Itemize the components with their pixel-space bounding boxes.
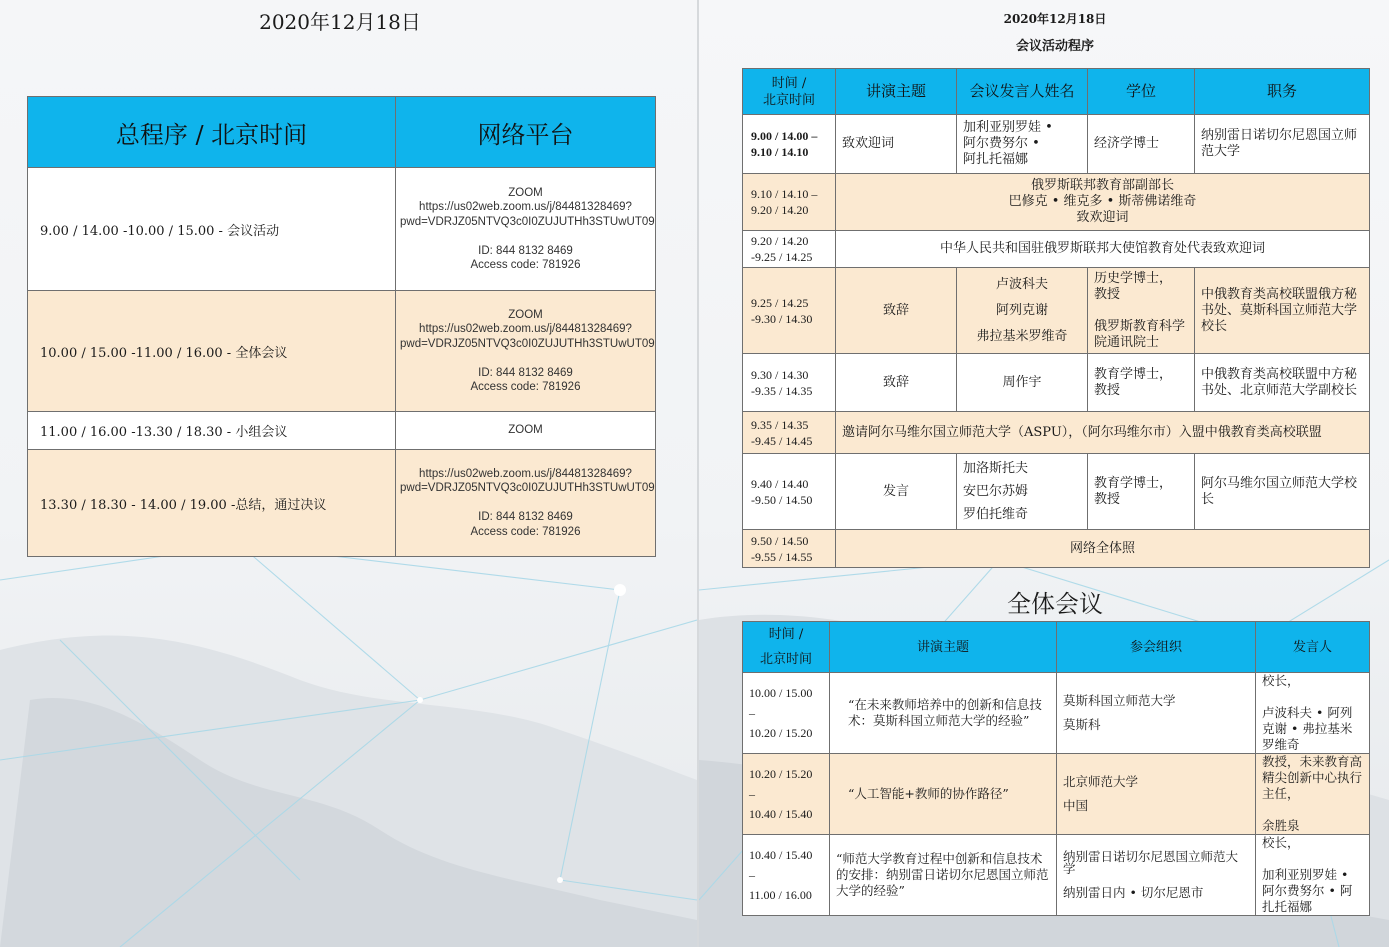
speaker-cell: 周作宇 [957,354,1088,412]
table-row [743,115,1370,174]
position-cell: 中俄教育类高校联盟中方秘书处、北京师范大学副校长 [1195,354,1370,412]
topic-cell: “师范大学教育过程中创新和信息技术的安排：纳别雷日诺切尔尼恩国立师范大学的经验” [830,835,1057,916]
time-cell: 9.30 / 14.30 -9.35 / 14.35 [743,354,836,412]
speaker-cell: 校长， 卢波科夫 • 阿列克谢 • 弗拉基米罗维奇 [1256,673,1370,754]
speaker-cell: 教授，未来教育高精尖创新中心执行主任， 余胜泉 [1256,754,1370,835]
table-row [743,268,1370,354]
table-row [743,354,1370,412]
time-cell: 9.10 / 14.10 – 9.20 / 14.20 [743,174,836,231]
time-cell: 9.25 / 14.25 -9.30 / 14.30 [743,268,836,354]
degree-cell: 历史学博士， 教授 俄罗斯教育科学院通讯院士 [1088,268,1195,354]
table-row [743,231,1370,268]
header-speaker: 会议发言人姓名 [957,69,1088,115]
header-organization: 参会组织 [1057,622,1256,673]
topic-cell: “人工智能+教师的协作路径” [830,754,1057,835]
merged-cell: 网络全体照 [836,530,1370,568]
merged-cell: 邀请阿尔马维尔国立师范大学（ASPU），（阿尔玛维尔市）入盟中俄教育类高校联盟 [836,412,1370,454]
program-cell: 9.00 / 14.00 -10.00 / 15.00 - 会议活动 [28,168,396,291]
plenary-table [742,621,1370,916]
activity-program-table [742,68,1370,568]
merged-cell: 中华人民共和国驻俄罗斯联邦大使馆教育处代表致欢迎词 [836,231,1370,268]
header-degree: 学位 [1088,69,1195,115]
time-cell: 9.40 / 14.40 -9.50 / 14.50 [743,454,836,530]
program-cell: 10.00 / 15.00 -11.00 / 16.00 - 全体会议 [28,291,396,412]
time-cell: 10.40 / 15.40 – 11.00 / 16.00 [743,835,830,916]
table-row [743,754,1370,835]
topic-cell: 致欢迎词 [836,115,957,174]
table-row [28,412,656,450]
header-program: 总程序 / 北京时间 [28,97,396,168]
table-header-row [743,622,1370,673]
topic-cell: 致辞 [836,354,957,412]
time-cell: 9.20 / 14.20 -9.25 / 14.25 [743,231,836,268]
table-header-row [743,69,1370,115]
table-row [28,168,656,291]
header-time: 时间 / 北京时间 [743,622,830,673]
header-topic: 讲演主题 [830,622,1057,673]
table-row [743,530,1370,568]
time-cell: 9.50 / 14.50 -9.55 / 14.55 [743,530,836,568]
program-cell: 11.00 / 16.00 -13.30 / 18.30 - 小组会议 [28,412,396,450]
platform-cell[interactable]: ZOOM https://us02web.zoom.us/j/84481328469?pwd=VDRJZ05NTVQ3c0I0ZUJUTHh3STUwUT09 ID: 844 8132 8469 Access code: 781926 [396,168,656,291]
left-date: 2020年12月18日 [259,10,421,34]
header-topic: 讲演主题 [836,69,957,115]
table-row [743,412,1370,454]
platform-cell[interactable]: https://us02web.zoom.us/j/84481328469?pwd=VDRJZ05NTVQ3c0I0ZUJUTHh3STUwUT09 ID: 844 8132 8469 Access code: 781926 [396,450,656,557]
time-cell: 10.20 / 15.20 – 10.40 / 15.40 [743,754,830,835]
position-cell: 中俄教育类高校联盟俄方秘书处、莫斯科国立师范大学校长 [1195,268,1370,354]
organization-cell: 北京师范大学 中国 [1057,754,1256,835]
merged-cell: 俄罗斯联邦教育部副部长 巴修克 • 维克多 • 斯蒂佛诺维奇 致欢迎词 [836,174,1370,231]
right-date: 2020年12月18日 [1003,12,1107,26]
right-title: 会议活动程序 [1015,39,1094,54]
speaker-cell: 加利亚别罗娃 • 阿尔费努尔 • 阿扎托福娜 [957,115,1088,174]
time-cell: 9.00 / 14.00 – 9.10 / 14.10 [743,115,836,174]
degree-cell: 经济学博士 [1088,115,1195,174]
table-header-row [28,97,656,168]
position-cell: 阿尔马维尔国立师范大学校长 [1195,454,1370,530]
table-row [743,673,1370,754]
header-position: 职务 [1195,69,1370,115]
speaker-cell: 加洛斯托夫 安巴尔苏姆 罗伯托维奇 [957,454,1088,530]
table-row [743,174,1370,231]
topic-cell: 致辞 [836,268,957,354]
speaker-cell: 卢波科夫 阿列克谢 弗拉基米罗维奇 [957,268,1088,354]
plenary-title: 全体会议 [1007,590,1103,618]
topic-cell: “在未来教师培养中的创新和信息技术：莫斯科国立师范大学的经验” [830,673,1057,754]
table-row [743,835,1370,916]
table-row [743,454,1370,530]
platform-cell[interactable]: ZOOM https://us02web.zoom.us/j/84481328469?pwd=VDRJZ05NTVQ3c0I0ZUJUTHh3STUwUT09 ID: 844 8132 8469 Access code: 781926 [396,291,656,412]
general-program-table [27,96,656,557]
platform-cell: ZOOM [396,412,656,450]
program-cell: 13.30 / 18.30 - 14.00 / 19.00 -总结，通过决议 [28,450,396,557]
time-cell: 9.35 / 14.35 -9.45 / 14.45 [743,412,836,454]
degree-cell: 教育学博士， 教授 [1088,454,1195,530]
position-cell: 纳别雷日诺切尔尼恩国立师范大学 [1195,115,1370,174]
right-page [699,0,1389,947]
organization-cell: 莫斯科国立师范大学 莫斯科 [1057,673,1256,754]
speaker-cell: 校长， 加利亚别罗娃 • 阿尔费努尔 • 阿扎托福娜 [1256,835,1370,916]
header-platform: 网络平台 [396,97,656,168]
degree-cell: 教育学博士， 教授 [1088,354,1195,412]
header-speaker: 发言人 [1256,622,1370,673]
table-row [28,450,656,557]
header-time: 时间 / 北京时间 [743,69,836,115]
time-cell: 10.00 / 15.00 – 10.20 / 15.20 [743,673,830,754]
organization-cell: 纳别雷日诺切尔尼恩国立师范大学 纳别雷日内 • 切尔尼恩市 [1057,835,1256,916]
topic-cell: 发言 [836,454,957,530]
table-row [28,291,656,412]
